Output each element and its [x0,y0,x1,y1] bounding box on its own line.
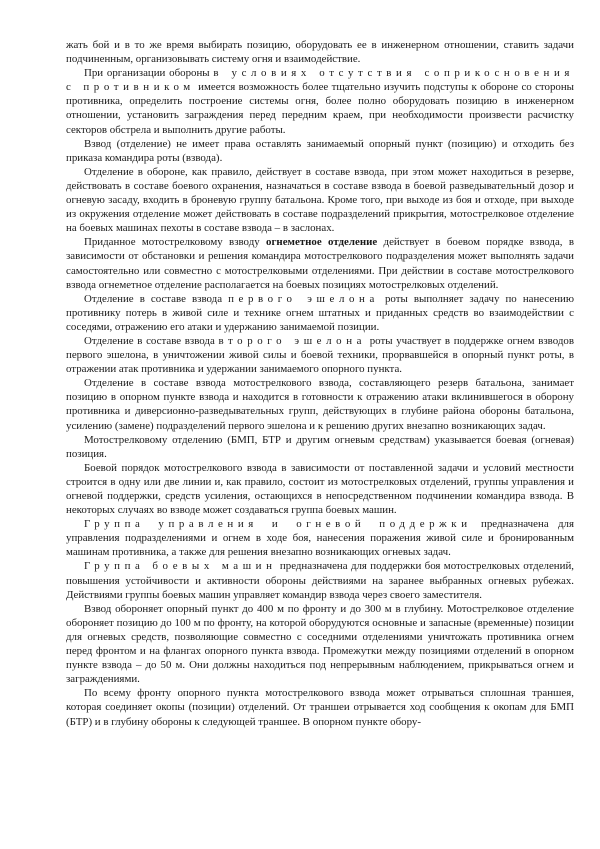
paragraph-text: Приданное мотострелковому взводу [84,236,267,249]
paragraph-5 [66,235,574,291]
paragraph-3 [66,137,574,165]
paragraph-1 [66,38,574,66]
paragraph-text: Отделение в составе взвода мотострелкового взвода, составляющего резерв батальона, занимает позицию в опорном пункте взвода и находится в готовности к отражению атаки вклинившегося в оборону противника и диверсионно-разведывательных групп, действующих в глубине района обороны батальона, усилению (замене) подразделений первого эшелона и к решению других внезапно возникающих задач. [66,377,574,432]
spaced-emphasis: первого эшелона [228,292,379,305]
paragraph-4 [66,165,574,235]
paragraph-2 [66,66,574,136]
spaced-emphasis: Группа боевых машин [84,560,277,573]
paragraph-9 [66,433,574,461]
paragraph-text: предназначена для поддержки боя мотострелковых отделений, повышения устойчивости и активности обороны действиями на заранее выбранных огневых рубежах. Действиями группы боевых машин управляет командир взвода через своего заместителя. [66,560,574,601]
spaced-emphasis: в условиях отсутствия соприкосновения с противником [66,67,574,94]
paragraph-12 [66,559,574,601]
paragraph-13 [66,602,574,687]
spaced-emphasis: второго эшелона [218,334,367,347]
paragraph-text: При организации обороны [84,67,214,80]
paragraph-text: Отделение в обороне, как правило, действует в составе взвода, при этом может находиться в резерве, действовать в составе боевого охранения, назначаться в составе взвода в боевой разведывательный дозор и огневую засаду, входить в броневую группу батальона. Кроме того, при выходе из боя и отходе, при выходе из окружения отделение может действовать в составе подразделений прикрытия, мотострелковое отделение на боевых машинах пехоты в составе взвода – в заслонах. [66,165,574,235]
paragraph-text: Отделение в составе взвода [84,292,229,305]
paragraph-text: роты участвует в поддержке огнем взводов первого эшелона, в уничтожении живой силы и боевой техники, прорвавшейся в опорный пункт роты, в отражении атак противника и удержании занимаемого опорного пункта. [66,334,574,376]
paragraph-text: предназначена для управления подразделениями и огнем в ходе боя, нанесения поражения живой силе и бронированным машинам противника, а также для решения внезапно возникающих огневых задач. [66,518,574,559]
paragraph-text: роты выполняет задачу по нанесению противнику потерь в живой силе и технике огнем штатных и приданных средств во взаимодействии с соседями, отражению его атаки и удержанию занимаемой позиции. [66,292,575,333]
paragraph-10 [66,461,574,517]
paragraph-text: жать бой и в то же время выбирать позицию, оборудовать ее в инженерном отношении, ставить задачи подчиненным, организовывать систему огня и взаимодействие. [66,39,574,66]
paragraph-text: имеется возможность более тщательно изучить подступы к обороне со стороны противника, определить построение системы огня, более полно оборудовать позицию в инженерном отношении, установить заграждения перед передним краем, при необходимости произвести расчистку секторов обстрела и выполнить другие работы. [66,81,574,136]
paragraph-text: Взвод (отделение) не имеет права оставлять занимаемый опорный пункт (позицию) и отходить без приказа командира роты (взвода). [66,137,574,164]
paragraph-11 [66,517,574,559]
paragraph-text: Отделение в составе взвода [84,334,219,347]
bold-term: огнеметное отделение [266,236,378,249]
paragraph-text: Мотострелковому отделению (БМП, БТР и другим огневым средствам) указывается боевая (огневая) позиция. [66,433,574,460]
paragraph-text: По всему фронту опорного пункта мотострелкового взвода может отрываться сплошная траншея, которая соединяет окопы (позиции) отделений. От траншеи отрывается ход сообщения к окопам для БМП (БТР) и в глубину обороны к следующей траншее. В опорном пункте обору- [66,687,574,728]
paragraph-7 [66,334,574,376]
paragraph-text: действует в боевом порядке взвода, в зависимости от обстановки и решения командира мотострелкового подразделения может выполнять задачи самостоятельно или совместно с мотострелковыми отделениями. При действии в составе мотострелкового взвода огнеметное отделение располагается на боевых позициях мотострелковых отделений. [66,236,574,291]
paragraph-6 [66,292,574,334]
paragraph-14 [66,686,574,728]
paragraph-8 [66,376,574,432]
paragraph-text: Боевой порядок мотострелкового взвода в зависимости от поставленной задачи и условий местности строится в одну или две линии и, как правило, состоит из мотострелковых отделений, группы управления и огневой поддержки, средств усиления, остающихся в непосредственном подчинении командира взвода. В некоторых случаях во взводе может создаваться группа боевых машин. [66,461,574,517]
spaced-emphasis: Группа управления и огневой поддержки [84,518,472,531]
paragraph-text: Взвод обороняет опорный пункт до 400 м по фронту и до 300 м в глубину. Мотострелковое отделение обороняет позицию до 100 м по фронту, на которой оборудуются основные и запасные (временные) позиции для огневых средств, позволяющие совместно с соседними отделениями уничтожать противника огнем перед фронтом и на флангах опорного пункта взвода. Промежутки между позициями отделений в опорном пункте взвода – до 50 м. Они должны находиться под непрерывным наблюдением, прикрываться огнем и заграждениями. [66,602,574,686]
